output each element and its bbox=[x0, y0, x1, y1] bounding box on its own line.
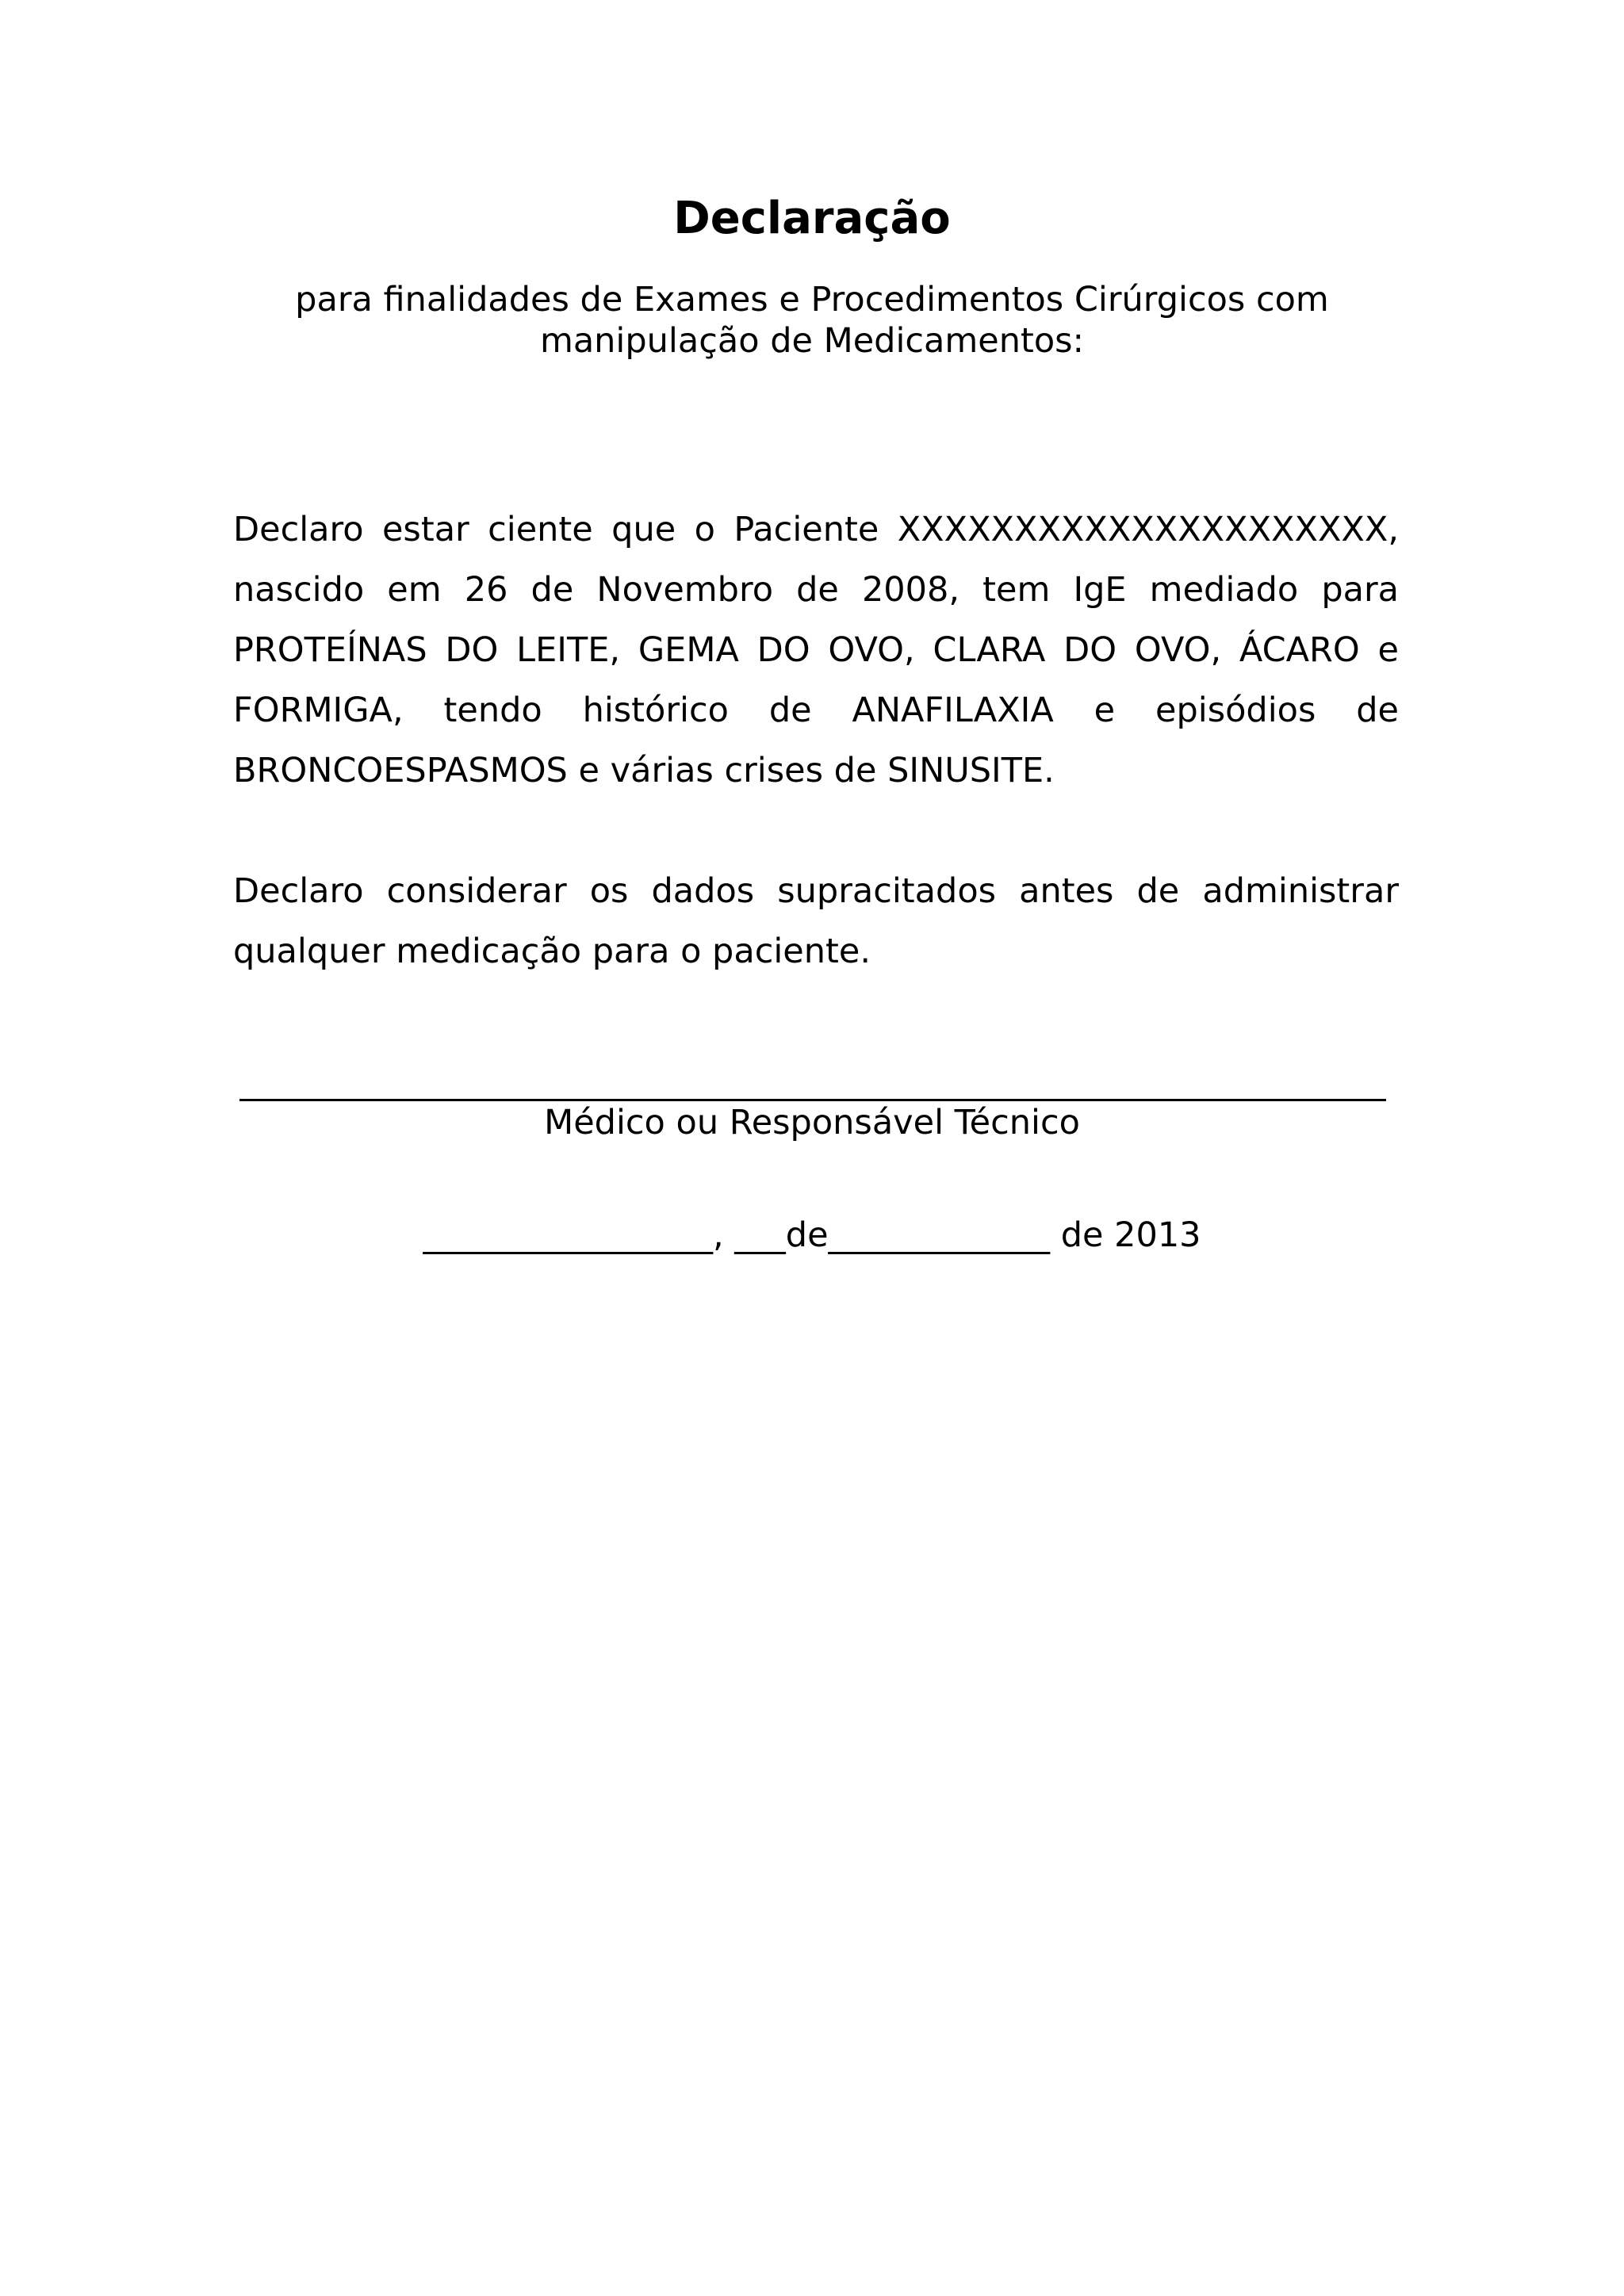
declaration-paragraph-2: Declaro considerar os dados supracitados antes de administrar qualquer medicação para o paciente. bbox=[233, 871, 1399, 971]
document-title: Declaração bbox=[673, 193, 951, 244]
date-line: _________________, ___de_____________ de 2013 bbox=[423, 1215, 1201, 1255]
signature-label: Médico ou Responsável Técnico bbox=[544, 1103, 1080, 1142]
declaration-paragraph-1: Declaro estar ciente que o Paciente XXXXXXXXXXXXXXXXXXXXX, nascido em 26 de Novembro de 2008, tem IgE mediado para PROTEÍNAS DO LEITE, GEMA DO OVO, CLARA DO OVO, ÁCARO e FORMIGA, tendo histórico de ANAFILAXIA e episódios de BRONCOESPASMOS e várias crises de SINUSITE. bbox=[233, 510, 1399, 790]
document-subtitle: para finalidades de Exames e Procedimentos Cirúrgicos com manipulação de Medicamentos: bbox=[295, 280, 1329, 361]
